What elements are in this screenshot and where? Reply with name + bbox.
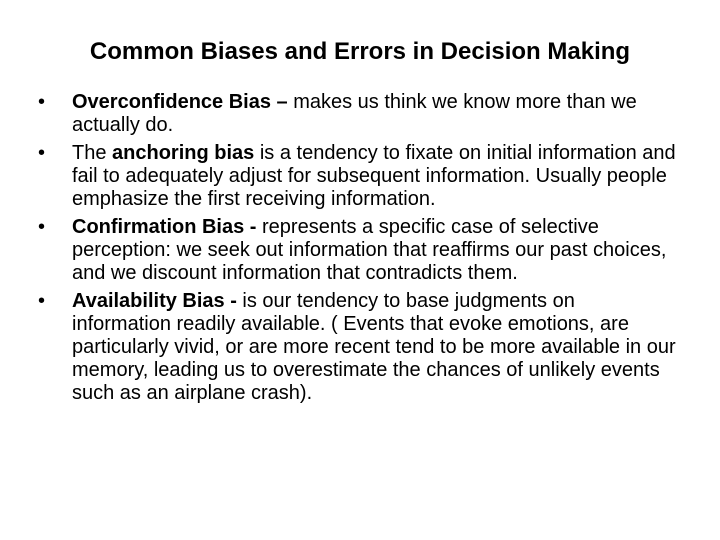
bullet-availability-bias	[38, 290, 678, 405]
bullet-term: Confirmation Bias -	[72, 216, 257, 238]
bullet-confirmation-bias	[38, 216, 678, 285]
bullet-anchoring-bias	[38, 142, 678, 211]
bullet-prefix: The	[72, 142, 113, 164]
bullet-term: Overconfidence Bias –	[72, 91, 288, 113]
bullet-text: makes us think we know more than we actually do.	[72, 91, 637, 136]
bullet-text: is our tendency to base judgments on information readily available. ( Events that evoke emotions, are particularly vivid, or are more recent tend to be more available in our memory, leading us to overestimate the chances of unlikely events such as an airplane crash).	[72, 290, 676, 404]
bullet-icon: •	[38, 216, 46, 238]
bullet-term: Availability Bias -	[72, 290, 237, 312]
bullet-text: represents a specific case of selective perception: we seek out information that reaffirms our past choices, and we discount information that contradicts them.	[72, 216, 667, 284]
bullet-term: anchoring bias	[112, 142, 255, 164]
bullet-icon: •	[38, 142, 46, 164]
bullet-icon: •	[38, 290, 46, 312]
bullet-icon: •	[38, 91, 46, 113]
bullet-list	[38, 91, 678, 410]
bullet-text: is a tendency to fixate on initial information and fail to adequately adjust for subsequent information. Usually people emphasize the first receiving information.	[72, 142, 676, 210]
bullet-overconfidence-bias	[38, 91, 678, 137]
slide-title: Common Biases and Errors in Decision Making	[89, 38, 631, 65]
